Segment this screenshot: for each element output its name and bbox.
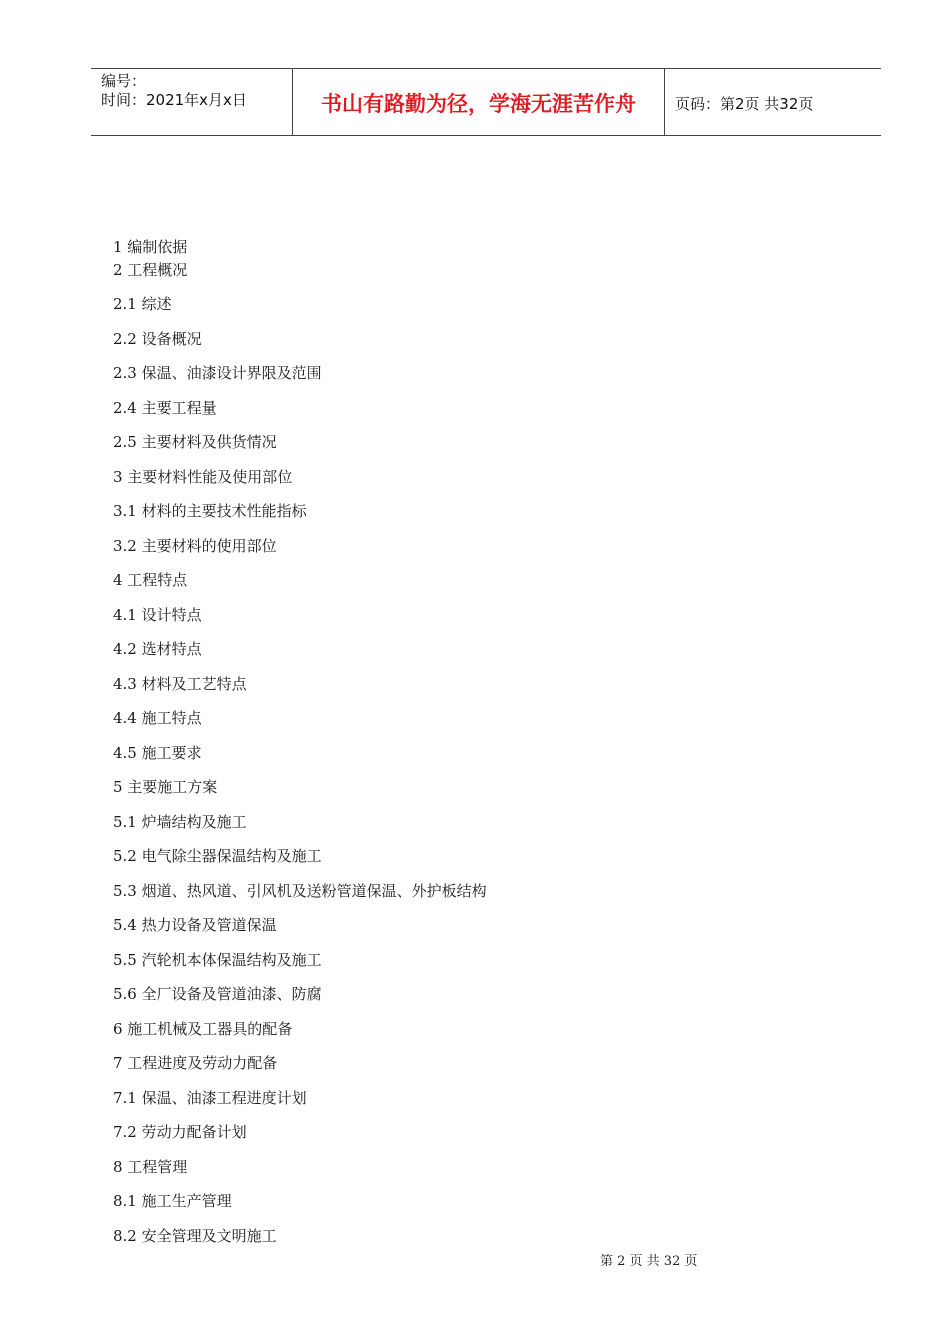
toc-item: 2.5 主要材料及供货情况 xyxy=(113,433,277,451)
toc-item: 8.1 施工生产管理 xyxy=(113,1192,232,1210)
toc-item: 8.2 安全管理及文明施工 xyxy=(113,1227,277,1245)
toc-item: 7.1 保温、油漆工程进度计划 xyxy=(113,1089,307,1107)
toc-item: 5.2 电气除尘器保温结构及施工 xyxy=(113,847,322,865)
document-number-label: 编号： xyxy=(101,72,147,90)
toc-item: 1 编制依据 xyxy=(113,238,188,256)
toc-item: 2.1 综述 xyxy=(113,295,172,313)
toc-item: 4.1 设计特点 xyxy=(113,606,202,624)
header-meta-cell xyxy=(91,69,293,135)
toc-item: 4.2 选材特点 xyxy=(113,640,202,658)
page-footer: 第 2 页 共 32 页 xyxy=(600,1254,698,1269)
header-motto-cell xyxy=(293,69,665,135)
header-motto: 书山有路勤为径，学海无涯苦作舟 xyxy=(321,92,636,116)
toc-item: 4.5 施工要求 xyxy=(113,744,202,762)
toc-item: 3.1 材料的主要技术性能指标 xyxy=(113,502,307,520)
toc-item: 3 主要材料性能及使用部位 xyxy=(113,468,293,486)
toc-item: 4 工程特点 xyxy=(113,571,188,589)
toc-item: 5.4 热力设备及管道保温 xyxy=(113,916,277,934)
toc-item: 6 施工机械及工器具的配备 xyxy=(113,1020,293,1038)
toc-item: 7.2 劳动力配备计划 xyxy=(113,1123,247,1141)
toc-item: 2.4 主要工程量 xyxy=(113,399,217,417)
toc-item: 5.6 全厂设备及管道油漆、防腐 xyxy=(113,985,322,1003)
toc-item: 4.4 施工特点 xyxy=(113,709,202,727)
toc-item: 5 主要施工方案 xyxy=(113,778,218,796)
toc-item: 8 工程管理 xyxy=(113,1158,188,1176)
toc-item: 5.3 烟道、热风道、引风机及送粉管道保温、外护板结构 xyxy=(113,882,487,900)
toc-item: 5.5 汽轮机本体保温结构及施工 xyxy=(113,951,322,969)
toc-item: 7 工程进度及劳动力配备 xyxy=(113,1054,278,1072)
toc-item: 3.2 主要材料的使用部位 xyxy=(113,537,277,555)
toc-item: 2.3 保温、油漆设计界限及范围 xyxy=(113,364,322,382)
toc-item: 2.2 设备概况 xyxy=(113,330,202,348)
header-page-info: 页码：第2页 共32页 xyxy=(675,95,814,113)
document-header xyxy=(91,68,881,136)
toc-item: 5.1 炉墙结构及施工 xyxy=(113,813,247,831)
document-time-label: 时间：2021年x月x日 xyxy=(101,91,247,109)
header-page-cell xyxy=(665,69,881,135)
toc-item: 2 工程概况 xyxy=(113,261,188,279)
toc-item: 4.3 材料及工艺特点 xyxy=(113,675,247,693)
